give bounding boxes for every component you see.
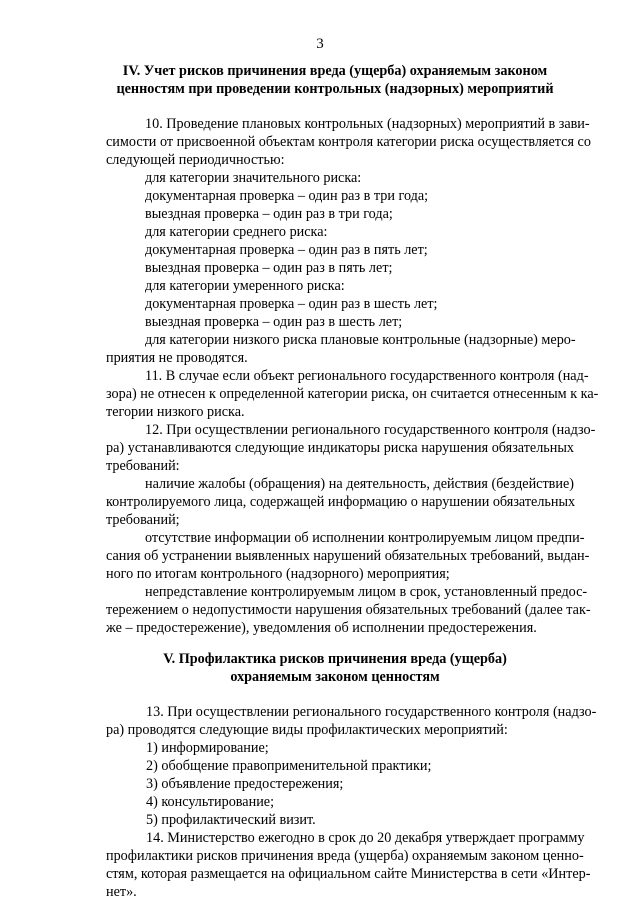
paragraph-line: симости от присвоенной объектам контроля категории риска осуществляется со [106,134,591,150]
paragraph-line: наличие жалобы (обращения) на деятельность, действия (бездействие) [145,476,574,492]
paragraph-line: зора) не отнесен к определенной категории риска, он считается отнесенным к ка- [106,386,599,402]
paragraph-line: 10. Проведение плановых контрольных (надзорных) мероприятий в зави- [145,116,590,132]
paragraph-line: 14. Министерство ежегодно в срок до 20 декабря утверждает программу [146,830,585,846]
paragraph-line: для категории среднего риска: [145,224,328,240]
paragraph-line: тережением о недопустимости нарушения обязательных требований (далее так- [106,602,591,618]
paragraph-line: 12. При осуществлении регионального государственного контроля (надзо- [145,422,596,438]
list-item: 5) профилактический визит. [146,812,316,828]
list-item: 4) консультирование; [146,794,275,810]
paragraph-line: 13. При осуществлении регионального государственного контроля (надзо- [146,704,597,720]
section-5-title-line-2: охраняемым законом ценностям [230,669,440,685]
paragraph-line: документарная проверка – один раз в шесть лет; [145,296,438,312]
paragraph-line: приятия не проводятся. [106,350,248,366]
paragraph-line: документарная проверка – один раз в пять лет; [145,242,428,258]
paragraph-line: непредставление контролируемым лицом в срок, установленный предос- [145,584,588,600]
paragraph-line: требований: [106,458,180,474]
section-4-title-line-2: ценностям при проведении контрольных (надзорных) мероприятий [116,81,554,97]
section-5-title-line-1: V. Профилактика рисков причинения вреда (ущерба) [163,651,507,667]
paragraph-line: сания об устранении выявленных нарушений обязательных требований, выдан- [106,548,590,564]
paragraph-line: нет». [106,884,137,900]
paragraph-line: стям, которая размещается на официальном сайте Министерства в сети «Интер- [106,866,591,882]
paragraph-line: ра) устанавливаются следующие индикаторы риска нарушения обязательных [106,440,574,456]
paragraph-line: профилактики рисков причинения вреда (ущерба) охраняемым законом ценно- [106,848,584,864]
paragraph-line: для категории значительного риска: [145,170,362,186]
paragraph-line: выездная проверка – один раз в три года; [145,206,393,222]
page-number: 3 [316,36,324,52]
list-item: 3) объявление предостережения; [146,776,344,792]
section-4-title-line-1: IV. Учет рисков причинения вреда (ущерба) охраняемым законом [122,63,548,79]
paragraph-line: контролируемого лица, содержащей информацию о нарушении обязательных [106,494,576,510]
list-item: 1) информирование; [146,740,269,756]
paragraph-line: ного по итогам контрольного (надзорного) мероприятия; [106,566,450,582]
paragraph-line: выездная проверка – один раз в пять лет; [145,260,393,276]
list-item: 2) обобщение правоприменительной практики; [146,758,432,774]
paragraph-line: ра) проводятся следующие виды профилактических мероприятий: [106,722,508,738]
paragraph-line: выездная проверка – один раз в шесть лет; [145,314,403,330]
paragraph-line: требований; [106,512,180,528]
paragraph-line: 11. В случае если объект регионального государственного контроля (над- [145,368,589,384]
paragraph-line: документарная проверка – один раз в три года; [145,188,429,204]
paragraph-line: же – предостережение), уведомления об исполнении предостережения. [106,620,537,636]
paragraph-line: следующей периодичностью: [106,152,285,168]
paragraph-line: отсутствие информации об исполнении контролируемым лицом предпи- [145,530,585,546]
paragraph-line: тегории низкого риска. [106,404,245,420]
paragraph-line: для категории низкого риска плановые контрольные (надзорные) меро- [145,332,576,348]
paragraph-line: для категории умеренного риска: [145,278,345,294]
